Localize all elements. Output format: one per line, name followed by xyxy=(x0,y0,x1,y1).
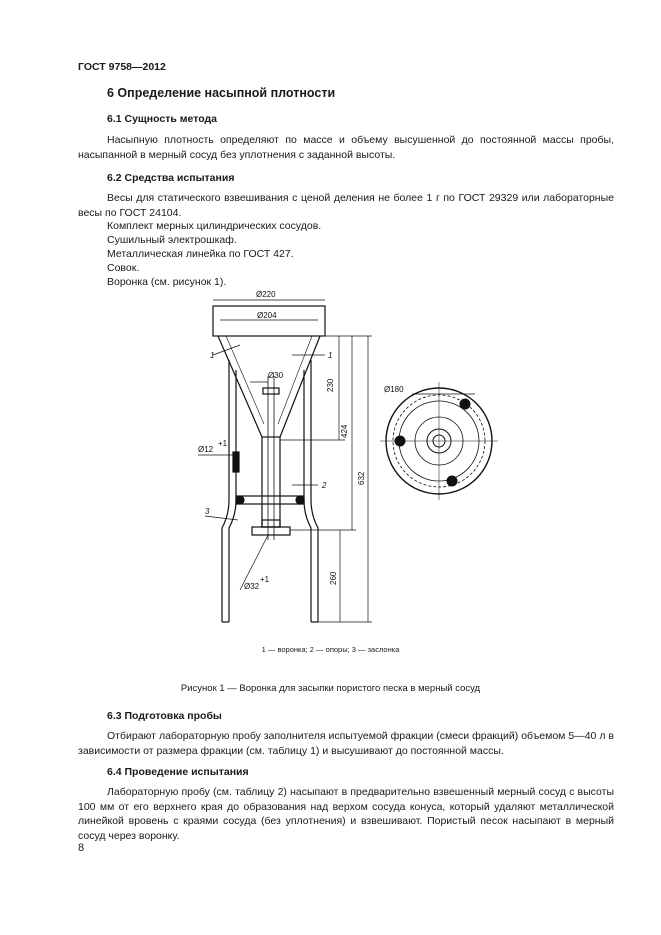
dim-230: 230 xyxy=(326,378,335,392)
page-number: 8 xyxy=(78,842,85,854)
funnel-spout xyxy=(262,437,280,527)
figure-legend: 1 — воронка; 2 — опоры; 3 — заслонка xyxy=(261,645,400,654)
dim-632: 632 xyxy=(357,471,366,485)
cone-right-edge xyxy=(280,336,320,437)
figure-caption: Рисунок 1 — Воронка для засыпки пористого песка в мерный сосуд xyxy=(180,683,481,694)
subsection-6-1-title: 6.1 Сущность метода xyxy=(107,113,218,125)
dim-260: 260 xyxy=(329,571,338,585)
leg-right-lower xyxy=(304,500,311,622)
dim-d204: Ø204 xyxy=(257,311,277,320)
section-title: 6 Определение насыпной плотности xyxy=(107,86,336,100)
cone-left-edge xyxy=(218,336,262,437)
dimension-lines xyxy=(198,300,372,622)
subsection-6-2-text: Весы для статического взвешивания с ценой деления не более 1 г по ГОСТ 29329 или лабораторные весы по ГОСТ 24104. xyxy=(78,192,614,219)
subsection-6-3-text: Отбирают лабораторную пробу заполнителя испытуемой фракции (смеси фракций) объемом 5—40 л в зависимости от размера фракции (см. таблицу 1) и высушивают до постоянной массы. xyxy=(78,730,614,757)
document-header: ГОСТ 9758—2012 xyxy=(78,61,166,73)
equipment-item: Сушильный электрошкаф. xyxy=(107,234,237,246)
dim-d32: Ø32 xyxy=(244,582,260,591)
callout-1-right: 1 xyxy=(328,351,333,360)
support-ring xyxy=(236,496,304,504)
equipment-item: Металлическая линейка по ГОСТ 427. xyxy=(107,248,294,260)
dim-d180: Ø180 xyxy=(384,385,404,394)
subsection-6-4-text: Лабораторную пробу (см. таблицу 2) насыпают в предварительно взвешенный мерный сосуд с высоты 100 мм от его верхнего края до образования над верхом сосуда конуса, который удаляют металлической линейкой вровень с краями сосуда (без уплотнения) и взвешивают. Пористый песок насыпают в мерный сосуд через воронку. xyxy=(78,786,614,842)
equipment-item: Комплект мерных цилиндрических сосудов. xyxy=(107,220,322,232)
callout-1-left: 1 xyxy=(210,351,215,360)
callout-3: 3 xyxy=(205,507,210,516)
subsection-6-2-title: 6.2 Средства испытания xyxy=(107,172,235,184)
funnel-plan-view xyxy=(380,382,498,500)
dim-d32-tolerance: +1 xyxy=(260,575,270,584)
dim-d12-tolerance: +1 xyxy=(218,439,228,448)
dim-d220: Ø220 xyxy=(256,290,276,299)
subsection-6-1-text: Насыпную плотность определяют по массе и объему высушенной до постоянной массы пробы, насыпанной в мерный сосуд без уплотнения с заданной высоты. xyxy=(78,134,614,161)
dim-424: 424 xyxy=(340,424,349,438)
equipment-item: Воронка (см. рисунок 1). xyxy=(107,276,227,288)
callout-2: 2 xyxy=(322,481,327,490)
subsection-6-3-title: 6.3 Подготовка пробы xyxy=(107,710,222,722)
gate-plate xyxy=(252,527,290,535)
dim-d30: Ø30 xyxy=(268,371,284,380)
subsection-6-4-title: 6.4 Проведение испытания xyxy=(107,766,249,778)
equipment-item: Совок. xyxy=(107,262,140,274)
dim-d12: Ø12 xyxy=(198,445,214,454)
